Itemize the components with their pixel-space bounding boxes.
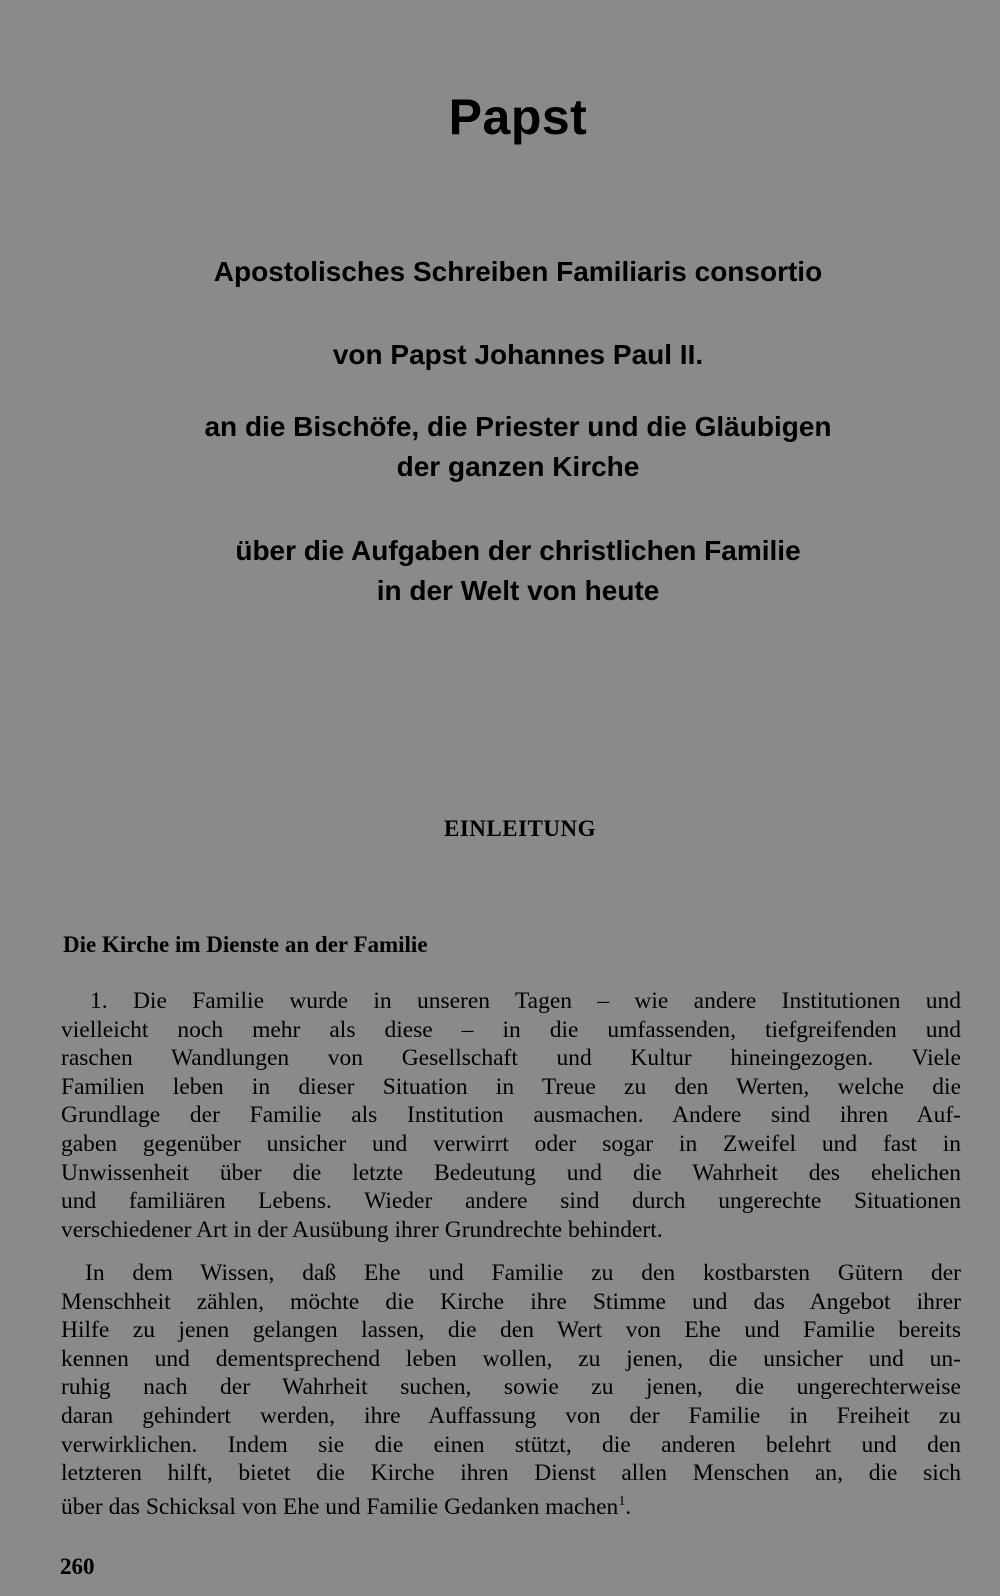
body-paragraph-2 [61,1259,961,1521]
footnote-marker: 1 [618,1493,626,1509]
subtitle-topic [0,531,1000,611]
paragraph-line: Grundlage der Familie als Institution ausmachen. Andere sind ihren Auf- [61,1102,961,1129]
subtitle-addressees-line-1: an die Bischöfe, die Priester und die Gläubigen [204,411,832,442]
paragraph-line: verschiedener Art in der Ausübung ihrer Grundrechte behindert. [61,1216,663,1243]
paragraph-line: vielleicht noch mehr als diese – in die umfassenden, tiefgreifenden und [61,1016,961,1043]
page-title: Papst [448,89,588,145]
paragraph-line: daran gehindert werden, ihre Auffassung von der Familie in Freiheit zu [61,1402,961,1429]
section-heading: EINLEITUNG [444,816,596,841]
paragraph-line: 1. Die Familie wurde in unseren Tagen – wie andere Institutionen und [90,988,961,1014]
subsection-heading: Die Kirche im Dienste an der Familie [63,932,428,957]
subtitle-addressees [0,407,1000,487]
paragraph-line: Familien leben in dieser Situation in Treue zu den Werten, welche die [61,1073,961,1100]
page-number: 260 [60,1554,95,1579]
subtitle-topic-line-2: in der Welt von heute [376,575,660,606]
paragraph-line: verwirklichen. Indem sie die einen stützt, die anderen belehrt und den [61,1431,961,1458]
paragraph-line-text: über das Schicksal von Ehe und Familie Gedanken machen [61,1493,619,1520]
paragraph-line: Unwissenheit über die letzte Bedeutung und die Wahrheit des ehelichen [61,1159,961,1186]
paragraph-last-line [61,1488,961,1521]
paragraph-line: Menschheit zählen, möchte die Kirche ihre Stimme und das Angebot ihrer [61,1288,961,1315]
paragraph-line: und familiären Lebens. Wieder andere sind durch ungerechte Situationen [61,1188,961,1215]
paragraph-line: ruhig nach der Wahrheit suchen, sowie zu jenen, die ungerechterweise [61,1374,961,1401]
subtitle-addressees-line-2: der ganzen Kirche [396,451,640,482]
paragraph-line: raschen Wandlungen von Gesellschaft und Kultur hineingezogen. Viele [61,1045,961,1072]
paragraph-line: In dem Wissen, daß Ehe und Familie zu den kostbarsten Gütern der [85,1260,961,1286]
paragraph-line: Hilfe zu jenen gelangen lassen, die den Wert von Ehe und Familie bereits [61,1317,961,1344]
paragraph-line: gaben gegenüber unsicher und verwirrt oder sogar in Zweifel und fast in [61,1130,961,1157]
paragraph-end-punctuation: . [625,1493,632,1520]
paragraph-line: letzteren hilft, bietet die Kirche ihren Dienst allen Menschen an, die sich [61,1460,961,1487]
body-paragraph-1 [61,987,961,1244]
subtitle-author: von Papst Johannes Paul II. [332,339,704,370]
paragraph-line: kennen und dementsprechend leben wollen, zu jenen, die unsicher und un- [61,1345,961,1372]
subtitle-topic-line-1: über die Aufgaben der christlichen Familie [235,535,801,566]
subtitle-document-type: Apostolisches Schreiben Familiaris consortio [213,256,823,287]
